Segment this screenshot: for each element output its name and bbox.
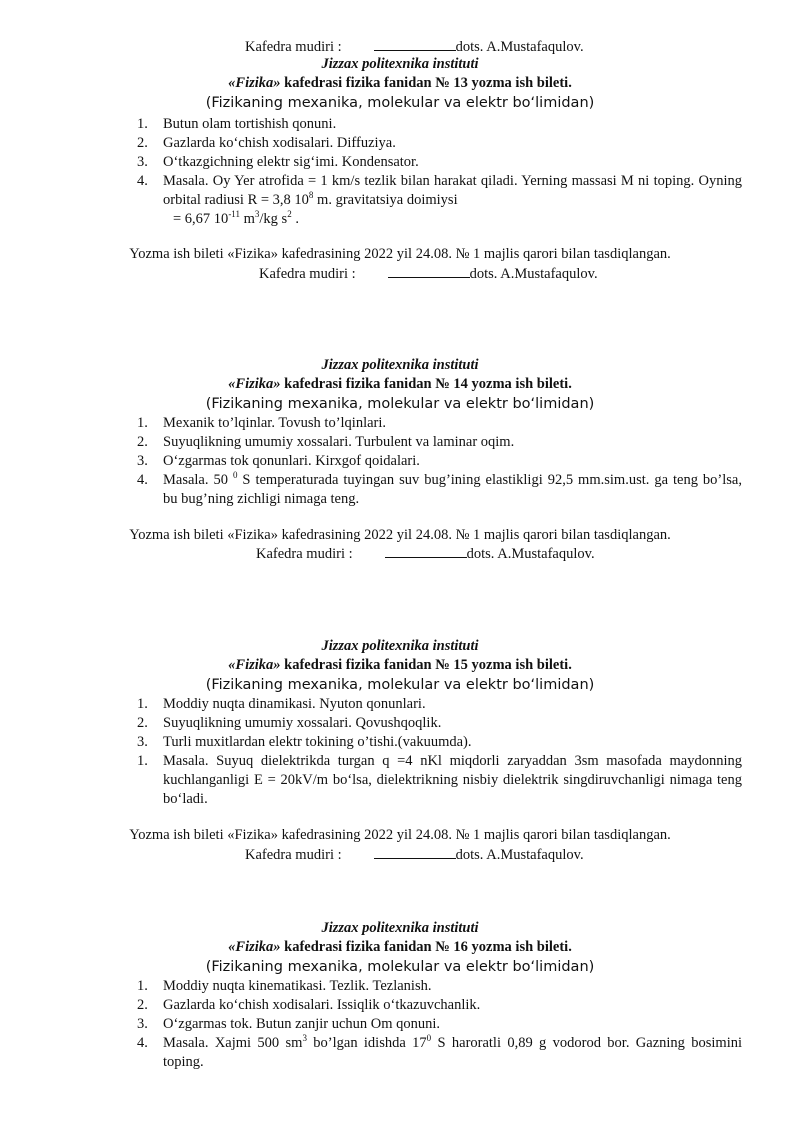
- signature-blank: [374, 845, 456, 859]
- question-item: 3. O‘zgarmas tok qonunlari. Kirxgof qoidalari.: [137, 453, 420, 469]
- ticket-13-questions: [137, 115, 742, 229]
- ticket-14-questions: [137, 414, 742, 509]
- question-item: 2. Gazlarda ko‘chish xodisalari. Issiqlik o‘tkazuvchanlik.: [137, 997, 481, 1013]
- question-item: 4. Masala. Xajmi 500 $sm^3$ bo’lgan idishda $17^0$ S haroratli 0,89 g vodorod bor. Gazning bosimini toping.: [137, 1033, 743, 1070]
- ticket-15-questions: [137, 695, 742, 809]
- ticket-16-institute: Jizzax politexnika instituti: [321, 920, 479, 936]
- ticket-15-signature: Kafedra mudiri : dots. A.Mustafaqulov.: [245, 847, 584, 863]
- ticket-13-signature: Kafedra mudiri : dots. A.Mustafaqulov.: [259, 266, 598, 282]
- title-rest: kafedrasi fizika fanidan № 13 yozma ish bileti.: [280, 75, 572, 91]
- question-item: 1. Masala. Suyuq dielektrikda turgan q =4 nKl miqdorli zaryaddan 3sm masofada maydonning kuchlanganligi E = 20kV/m bo‘lsa, dielektrikning nisbiy dielektrik singdiruvchanligi nimaga teng bo‘ladi.: [137, 753, 742, 807]
- question-item: 3. O‘tkazgichning elektr sig‘imi. Kondensator.: [137, 154, 419, 170]
- question-item: 2. Suyuqlikning umumiy xossalari. Turbulent va laminar oqim.: [137, 434, 515, 450]
- signature-name: dots. A.Mustafaqulov.: [455, 39, 584, 55]
- question-item: 4. Masala. Oy Yer atrofida = 1 km/s tezlik bilan harakat qiladi. Yerning massasi M ni toping. Oyning orbital radiusi R = 3,8 $10^8$ m. gravitatsiya doimiysi = 6,67 $10^{-11}$ $m^3/kg$ $s^2$ .: [137, 173, 742, 227]
- ticket-15-approval: Yozma ish bileti «Fizika» kafedrasining 2022 yil 24.08. № 1 majlis qarori bilan tasdiqlangan.: [129, 827, 671, 843]
- ticket-14-signature: Kafedra mudiri : dots. A.Mustafaqulov.: [256, 546, 595, 562]
- ticket-14-institute: Jizzax politexnika instituti: [321, 357, 479, 373]
- question-item: 4. Masala. 50 $^0$ S temperaturada tuyingan suv bug’ining elastikligi 92,5 mm.sim.ust. ga teng bo’lsa, bu bug’ning zichligi nimaga teng.: [137, 470, 742, 507]
- ticket-13-approval: Yozma ish bileti «Fizika» kafedrasining 2022 yil 24.08. № 1 majlis qarori bilan tasdiqlangan.: [129, 246, 671, 262]
- signature-label: Kafedra mudiri :: [245, 39, 342, 55]
- ticket-15-institute: Jizzax politexnika instituti: [321, 638, 479, 654]
- signature-blank: [388, 264, 470, 278]
- ticket-15-subtitle: (Fizikaning mexanika, molekular va elektr bo‘limidan): [205, 677, 595, 693]
- question-item: 1. Butun olam tortishish qonuni.: [137, 116, 337, 132]
- ticket-13-institute: Jizzax politexnika instituti: [321, 56, 479, 72]
- ticket-14-title: «Fizika» kafedrasi fizika fanidan № 14 yozma ish bileti.: [228, 376, 572, 392]
- question-item: 2. Gazlarda ko‘chish xodisalari. Diffuziya.: [137, 135, 396, 151]
- ticket-13-subtitle: (Fizikaning mexanika, molekular va elektr bo‘limidan): [205, 95, 595, 111]
- question-item: 1. Moddiy nuqta dinamikasi. Nyuton qonunlari.: [137, 696, 426, 712]
- signature-blank: [385, 544, 467, 558]
- ticket-14-subtitle: (Fizikaning mexanika, molekular va elektr bo‘limidan): [205, 396, 595, 412]
- title-quoted: «Fizika»: [228, 75, 281, 91]
- question-item: 1. Moddiy nuqta kinematikasi. Tezlik. Tezlanish.: [137, 978, 432, 994]
- ticket-16-title: «Fizika» kafedrasi fizika fanidan № 16 yozma ish bileti.: [228, 939, 572, 955]
- signature-blank: [374, 37, 456, 51]
- ticket-16-questions: [137, 977, 742, 1072]
- question-item: 3. O‘zgarmas tok. Butun zanjir uchun Om qonuni.: [137, 1016, 441, 1032]
- gravitational-constant: = 6,67 $10^{-11}$ $m^3/kg$ $s^2$ .: [173, 209, 299, 227]
- ticket-15-title: «Fizika» kafedrasi fizika fanidan № 15 yozma ish bileti.: [228, 657, 572, 673]
- top-signature: [245, 37, 584, 56]
- question-item: 3. Turli muxitlardan elektr tokining o’tishi.(vakuumda).: [137, 734, 472, 750]
- question-item: 1. Mexanik to’lqinlar. Tovush to’lqinlari.: [137, 415, 387, 431]
- question-item: 2. Suyuqlikning umumiy xossalari. Qovushqoqlik.: [137, 715, 442, 731]
- ticket-13-title: [0, 74, 800, 92]
- ticket-14-approval: Yozma ish bileti «Fizika» kafedrasining 2022 yil 24.08. № 1 majlis qarori bilan tasdiqlangan.: [129, 527, 671, 543]
- ticket-16-subtitle: (Fizikaning mexanika, molekular va elektr bo‘limidan): [205, 959, 595, 975]
